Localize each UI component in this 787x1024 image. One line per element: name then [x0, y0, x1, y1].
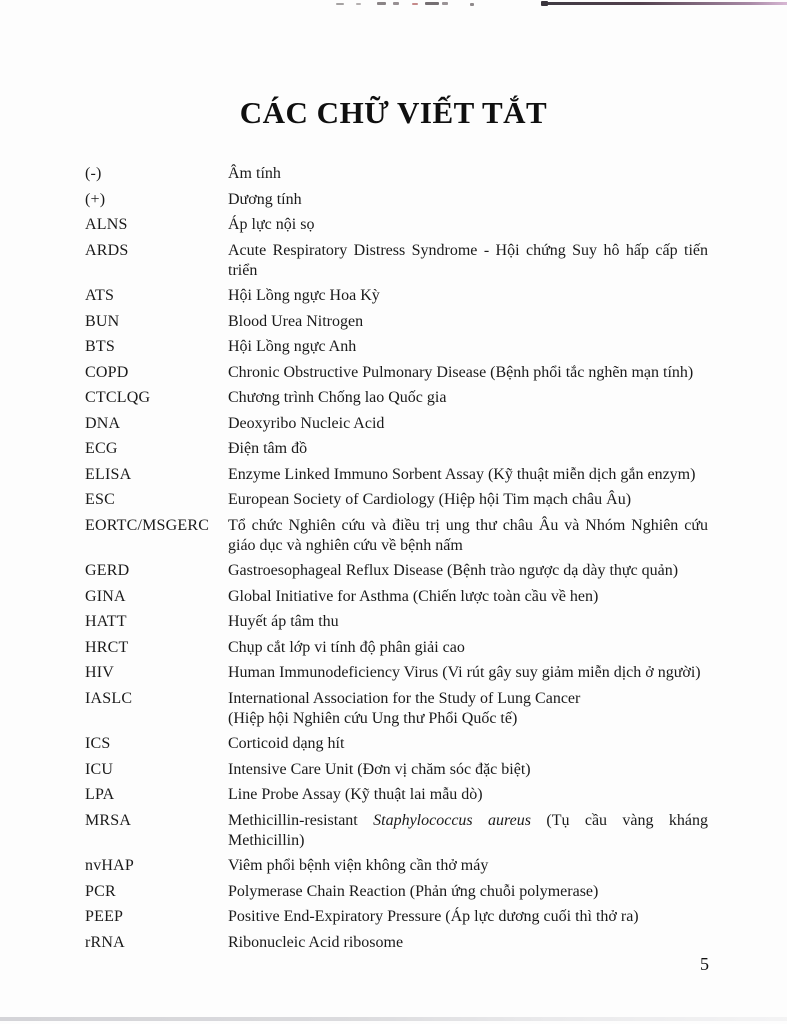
- abbreviation-row: [85, 490, 708, 510]
- abbreviation-row: [85, 215, 708, 235]
- abbreviation-term: ALNS: [85, 216, 128, 233]
- abbreviation-definition: Corticoid dạng hít: [228, 735, 345, 752]
- abbreviation-row: [85, 164, 708, 184]
- abbreviation-row: [85, 933, 708, 953]
- abbreviation-definition: Methicillin-resistant Staphylococcus aureus (Tụ cầu vàng kháng Methicillin): [228, 811, 708, 849]
- abbreviation-definition: Điện tâm đồ: [228, 440, 308, 457]
- abbreviation-term: BTS: [85, 338, 115, 355]
- scan-artifact-bottom-edge: [0, 1017, 787, 1021]
- abbreviation-definition: Chronic Obstructive Pulmonary Disease (Bệnh phổi tắc nghẽn mạn tính): [228, 363, 694, 381]
- abbreviation-row: [85, 190, 708, 210]
- abbreviation-row: [85, 363, 708, 383]
- abbreviation-definition: Dương tính: [228, 190, 302, 208]
- abbreviation-definition: Hội Lồng ngực Hoa Kỳ: [228, 287, 380, 304]
- abbreviation-term: CTCLQG: [85, 389, 151, 406]
- abbreviation-term: ICS: [85, 735, 111, 752]
- abbreviation-row: [85, 561, 708, 581]
- abbreviation-row: [85, 587, 708, 607]
- abbreviation-term: (+): [85, 190, 106, 208]
- abbreviation-definition: Deoxyribo Nucleic Acid: [228, 414, 385, 432]
- abbreviation-row: [85, 760, 708, 780]
- abbreviation-definition: Intensive Care Unit (Đơn vị chăm sóc đặc biệt): [228, 760, 531, 778]
- scan-artifact-dash: [393, 2, 399, 5]
- abbreviation-definition: Chụp cắt lớp vi tính độ phân giải cao: [228, 638, 465, 656]
- abbreviation-row: [85, 516, 708, 556]
- abbreviation-term: MRSA: [85, 811, 132, 829]
- abbreviation-term: GINA: [85, 587, 126, 605]
- abbreviation-term: PEEP: [85, 908, 124, 925]
- abbreviation-definition: Chương trình Chống lao Quốc gia: [228, 389, 447, 406]
- abbreviation-definition: Huyết áp tâm thu: [228, 613, 339, 630]
- abbreviation-row: [85, 638, 708, 658]
- abbreviation-definition: Human Immunodeficiency Virus (Vi rút gây suy giảm miễn dịch ở người): [228, 664, 701, 681]
- abbreviation-row: [85, 414, 708, 434]
- abbreviation-row: [85, 241, 708, 281]
- abbreviation-row: [85, 286, 708, 306]
- abbreviation-row: [85, 811, 708, 851]
- abbreviation-term: ICU: [85, 760, 114, 778]
- page-number: 5: [700, 954, 709, 974]
- abbreviation-term: ATS: [85, 287, 115, 304]
- scan-artifact-dash: [442, 2, 448, 5]
- abbreviation-definition: Positive End-Expiratory Pressure (Áp lực dương cuối thì thở ra): [228, 908, 639, 925]
- page-title: CÁC CHỮ VIẾT TẮT: [239, 95, 548, 130]
- abbreviation-row: [85, 734, 708, 754]
- abbreviation-term: DNA: [85, 414, 121, 432]
- abbreviation-term: LPA: [85, 786, 115, 803]
- abbreviation-definition: Global Initiative for Asthma (Chiến lược toàn cầu về hen): [228, 587, 599, 605]
- abbreviation-list: [85, 164, 708, 958]
- abbreviation-definition: Âm tính: [228, 165, 281, 182]
- abbreviation-row: [85, 439, 708, 459]
- abbreviation-definition: Ribonucleic Acid ribosome: [228, 933, 404, 951]
- abbreviation-definition: Gastroesophageal Reflux Disease (Bệnh trào ngược dạ dày thực quản): [228, 562, 679, 579]
- scan-artifact-red-speck: [412, 3, 418, 5]
- scan-artifact-dash: [425, 2, 439, 5]
- abbreviation-row: [85, 689, 708, 729]
- abbreviation-term: nvHAP: [85, 857, 135, 874]
- abbreviation-row: [85, 882, 708, 902]
- abbreviation-definition: Tổ chức Nghiên cứu và điều trị ung thư châu Âu và Nhóm Nghiên cứu giáo dục và nghiên cứu về bệnh nấm: [228, 516, 708, 554]
- abbreviation-term: EORTC/MSGERC: [85, 516, 210, 534]
- abbreviation-row: [85, 785, 708, 805]
- abbreviation-row: [85, 907, 708, 927]
- scan-artifact-dash: [470, 3, 474, 6]
- abbreviation-row: [85, 663, 708, 683]
- abbreviation-term: ARDS: [85, 241, 129, 259]
- abbreviation-row: [85, 465, 708, 485]
- abbreviation-row: [85, 337, 708, 357]
- abbreviation-term: rRNA: [85, 933, 125, 951]
- abbreviation-term: ECG: [85, 440, 118, 457]
- abbreviation-definition: Acute Respiratory Distress Syndrome - Hội chứng Suy hô hấp cấp tiến triển: [228, 241, 708, 279]
- abbreviation-row: [85, 856, 708, 876]
- abbreviation-definition: Blood Urea Nitrogen: [228, 312, 364, 330]
- abbreviation-term: ELISA: [85, 465, 132, 483]
- abbreviation-row: [85, 312, 708, 332]
- abbreviation-row: [85, 612, 708, 632]
- scan-artifact-dash: [336, 3, 344, 5]
- scan-artifact-dash: [356, 3, 361, 5]
- scan-artifact-top-right-blob: [541, 1, 548, 6]
- abbreviation-row: [85, 388, 708, 408]
- abbreviation-definition: Hội Lồng ngực Anh: [228, 338, 357, 355]
- abbreviation-term: HATT: [85, 613, 127, 630]
- scan-artifact-top-right-line: [543, 2, 787, 5]
- abbreviation-term: BUN: [85, 312, 120, 330]
- abbreviation-definition: European Society of Cardiology (Hiệp hội Tim mạch châu Âu): [228, 491, 632, 508]
- abbreviation-term: COPD: [85, 363, 129, 381]
- abbreviation-definition: Áp lực nội sọ: [228, 216, 315, 233]
- abbreviation-term: HIV: [85, 664, 115, 681]
- abbreviation-term: IASLC: [85, 689, 133, 707]
- scan-artifact-dash: [377, 2, 386, 5]
- abbreviation-term: GERD: [85, 562, 130, 579]
- abbreviation-term: HRCT: [85, 638, 129, 656]
- abbreviation-definition: Line Probe Assay (Kỹ thuật lai mẫu dò): [228, 786, 483, 803]
- abbreviation-term: PCR: [85, 882, 116, 900]
- abbreviation-definition: Viêm phổi bệnh viện không cần thở máy: [228, 857, 489, 874]
- abbreviation-term: (-): [85, 165, 102, 182]
- abbreviation-term: ESC: [85, 491, 115, 508]
- abbreviation-definition: Enzyme Linked Immuno Sorbent Assay (Kỹ thuật miễn dịch gắn enzym): [228, 465, 696, 483]
- abbreviation-definition: Polymerase Chain Reaction (Phản ứng chuỗi polymerase): [228, 882, 599, 900]
- abbreviation-definition: International Association for the Study of Lung Cancer (Hiệp hội Nghiên cứu Ung thư Phổi Quốc tế): [228, 689, 581, 727]
